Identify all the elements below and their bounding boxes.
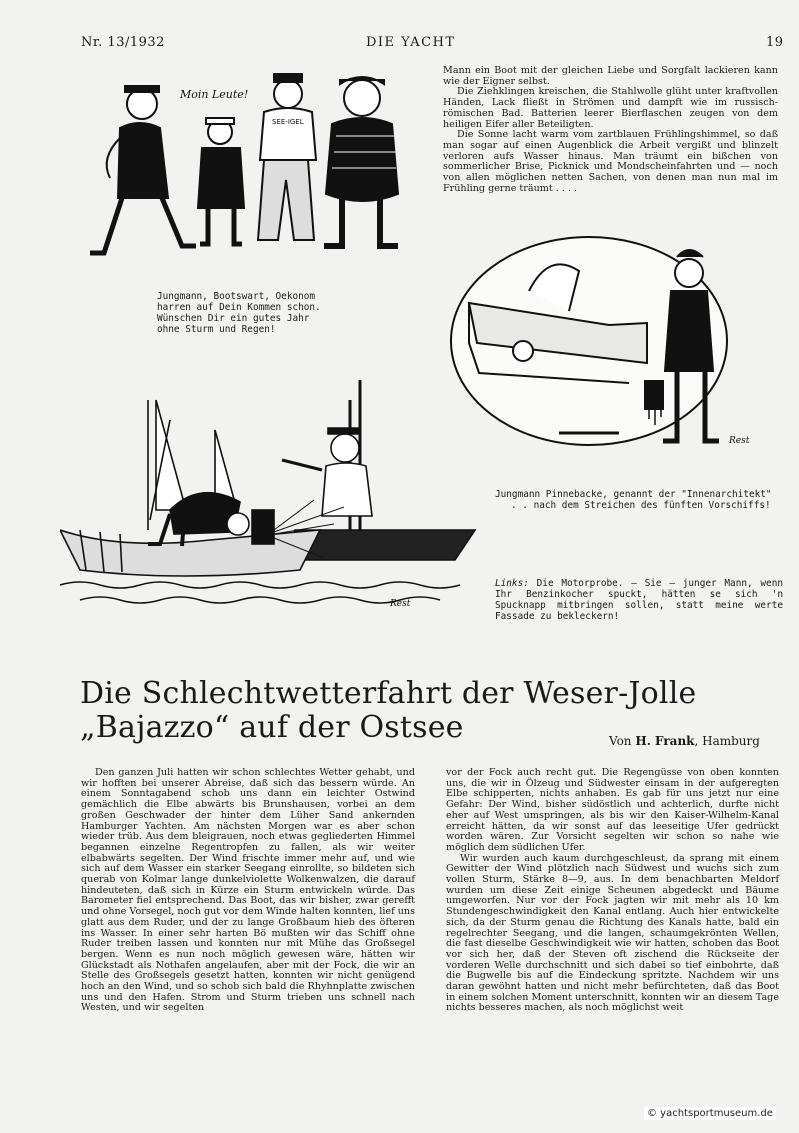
paragraph: Wir wurden auch kaum durchgeschleust, da sprang mit einem Gewitter der Wind plötzlich nach Südwest und wuchs sich zum vollen Sturm, Stärke 8—9, aus. In dem benachbarten Meldorf wurden um diese Zeit einige Scheunen abgedeckt und Bäume umgeworfen. Nur vor der Fock jagten wir mit mehr als 10 km Stundengeschwindigkeit den Kanal entlang. Auch hier entwickelte sich, da der Sturm genau die Richtung des Kanals hatte, bald ein regelrechter Seegang, und die langen, schaumgekrönten Wellen, die fast dieselbe Geschwindigkeit wie wir hatten, schoben das Boot vor sich her, daß der Steven oft zischend die Rückseite der vorderen Welle durchschnitt und sich dabei so tief einbohrte, daß die Bugwelle bis auf die Eindeckung spritzte. Nachdem wir uns daran gewöhnt hatten und nicht mehr befürchteten, daß das Boot in einem solchen Moment unterschnitt, konnten wir an diesem Tage nichts besseres machen, als noch möglichst weit (446, 852, 779, 1014)
painter-caption: Jungmann Pinnebacke, genannt der "Innenarchitekt" . . nach dem Streichen des fünften Vorschiffs! (495, 489, 772, 511)
artist-signature: Rest (729, 436, 750, 446)
paragraph: Mann ein Boot mit der gleichen Liebe und Sorgfalt lackieren kann wie der Eigner selbst. (443, 65, 778, 87)
caption-text: Die Motorprobe. — Sie — junger Mann, wenn Ihr Benzinkocher spuckt, hätten se sich 'n Spucknapp mitbringen sollen, statt meine werte Fassade zu bekleckern! (495, 578, 783, 622)
motor-caption (495, 578, 783, 622)
crew-illustration (80, 68, 420, 280)
article-column-2 (446, 768, 779, 1014)
crew-caption: Jungmann, Bootswart, Oekonom harren auf Dein Kommen schon. Wünschen Dir ein gutes Jahr ohne Sturm und Regen! (157, 291, 321, 335)
issue-number: Nr. 13/1932 (81, 35, 165, 50)
watermark: © yachtsportmuseum.de (644, 1107, 776, 1120)
motor-test-illustration (60, 380, 480, 620)
intro-text-column (443, 66, 778, 194)
paragraph: Den ganzen Juli hatten wir schon schlechtes Wetter gehabt, und wir hofften bei unserer Abreise, daß sich das bessern würde. An einem Sonntagabend schob uns dann ein leichter Ostwind gemächlich die Elbe abwärts bis Brunshausen, vorbei an dem großen Geschwader der hinter dem Lüher Sand ankernden Hamburger Yachten. Am nächsten Morgen war es aber schon wieder trüb. Aus dem bleigrauen, noch etwas gegliederten Himmel begannen einzelne Regentropfen zu fallen, als wir weiter elbabwärts segelten. Der Wind frischte immer mehr auf, und wie sich auf dem Wasser ein starker Seegang einrollte, so bildeten sich querab von Kolmar lange dunkelviolette Wolkenwalzen, die darauf hindeuteten, daß sich in Kürze ein Sturm entwickeln würde. Das Barometer fiel entsprechend. Das Boot, das wir bisher, zwar gerefft und ohne Vorsegel, noch gut vor dem Winde halten konnten, lief uns glatt aus dem Ruder, und der zu lange Großbaum hieb des öfteren ins Wasser. In einer sehr harten Bö mußten wir das Schiff ohne Ruder treiben lassen und konnten nur mit Mühe das Großsegel bergen. Wenn es nun noch möglich gewesen wäre, hätten wir Glückstadt als Nothafen angelaufen, aber mit der Fock, die wir an Stelle des Großsegels gesetzt hatten, konnten wir nicht genügend hoch an den Wind, und so schob sich bald die Rhyhnplatte zwischen uns und den Hafen. Strom und Sturm trieben uns schnell nach Westen, und wir segelten (81, 767, 415, 1014)
byline: Von H. Frank, Hamburg (609, 734, 760, 748)
artist-signature: Rest (390, 599, 411, 609)
painter-illustration (449, 233, 769, 473)
paragraph: Die Ziehklingen kreischen, die Stahlwolle glüht unter kraftvollen Händen, Lack fließt in Strömen und dampft wie im russisch-römischen Bad. Batterien leerer Bierflaschen zeugen von dem heiligen Eifer aller Beteiligten. (443, 86, 778, 130)
article-title: Die Schlechtwetterfahrt der Weser-Jolle „Bajazzo“ auf der Ostsee (80, 676, 697, 745)
paragraph: vor der Fock auch recht gut. Die Regengüsse von oben konnten uns, die wir in Ölzeug und Südwester einsam in der aufgeregten Elbe schipperten, nichts anhaben. Es gab für uns jetzt nur eine Gefahr: Der Wind, bisher südöstlich und achterlich, durfte nicht eher auf West umspringen, als bis wir den Kaiser-Wilhelm-Kanal erreicht hätten, da wir sonst auf das leeseitige Ufer gedrückt worden wären. Zur Vorsicht segelten wir schon so nahe wie möglich dem südlichen Ufer. (446, 767, 779, 853)
paragraph: Die Sonne lacht warm vom zartblauen Frühlingshimmel, so daß man sogar auf einen Augenblick die Arbeit vergißt und blinzelt verloren aufs Wasser hinaus. Man träumt ein bißchen von sommerlicher Brise, Picknick und Mondscheinfahrten und — noch von allen möglichen netten Sachen, von denen man nun mal im Frühling gerne träumt . . . . (443, 129, 778, 194)
cap-text: SEE-IGEL (272, 118, 304, 126)
article-column-1 (81, 768, 415, 1014)
page-number: 19 (766, 35, 784, 50)
caption-label: Links: (495, 578, 529, 589)
speech-text: Moin Leute! (180, 88, 249, 101)
magazine-title: DIE YACHT (366, 35, 456, 50)
